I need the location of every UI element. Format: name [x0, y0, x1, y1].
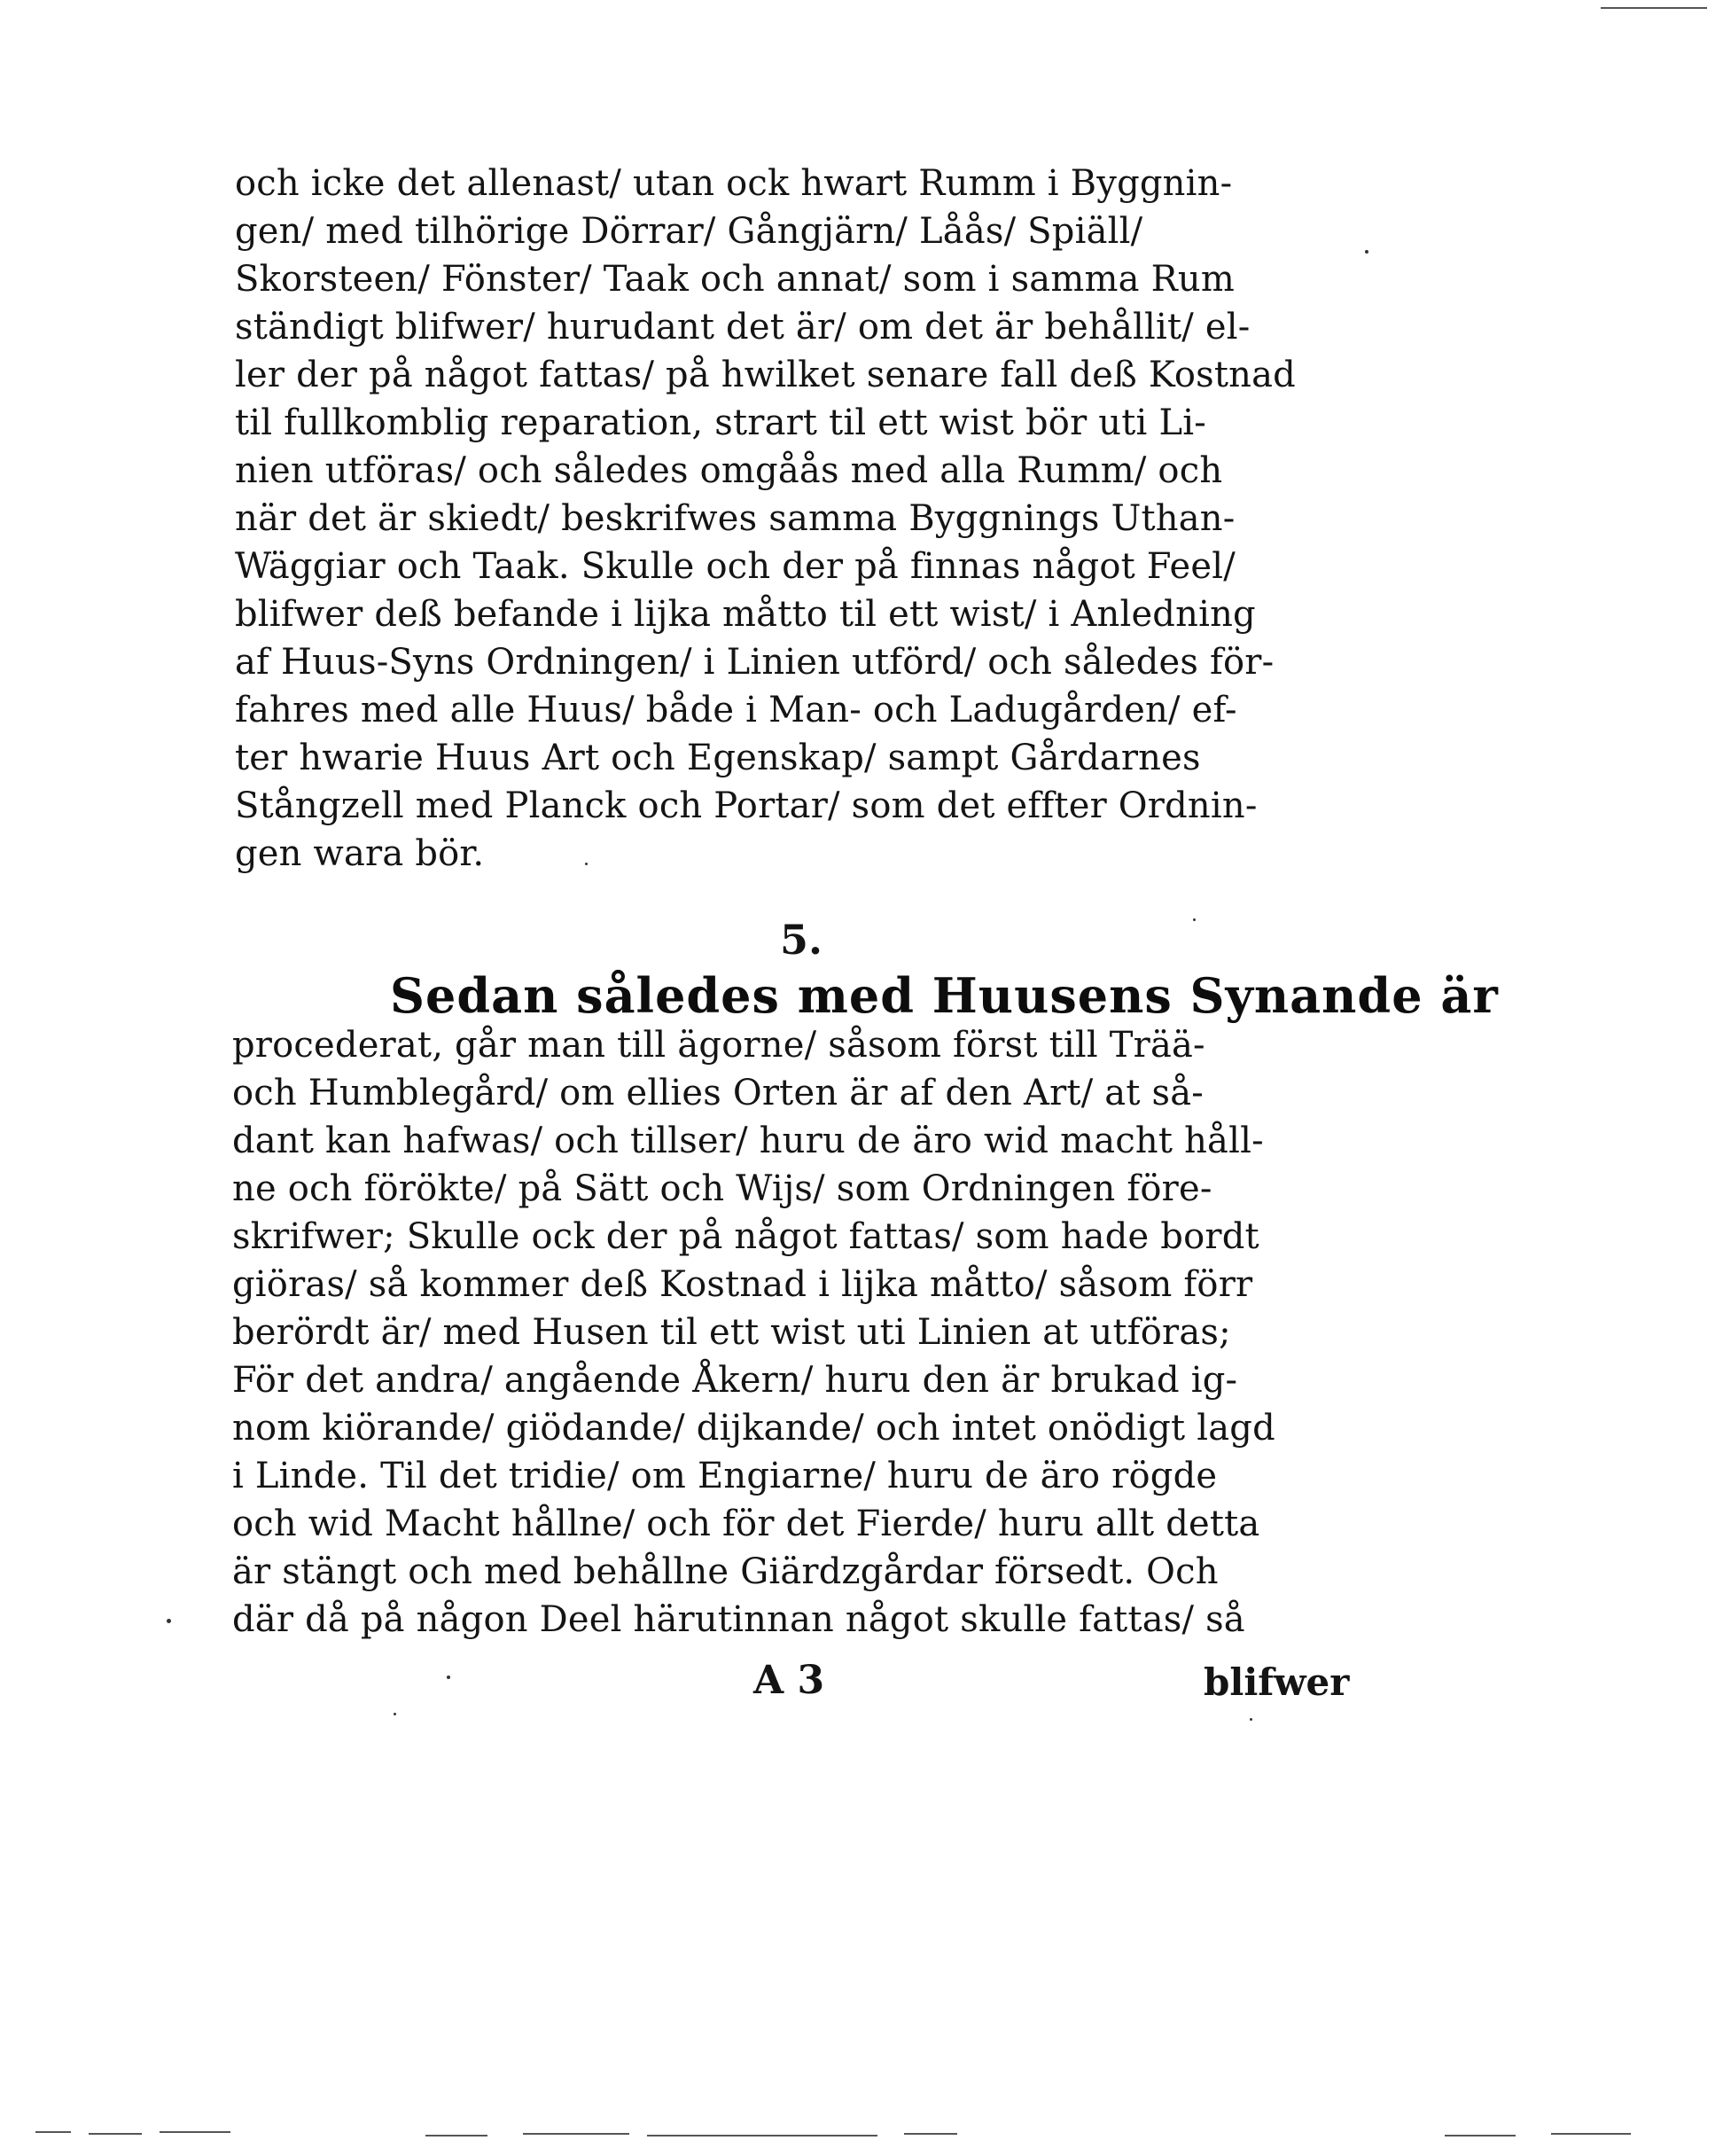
- text-line: och wid Macht hållne/ och för det Fierde/ huru allt detta: [232, 1504, 1260, 1544]
- text-line: och Humblegård/ om ellies Orten är af den Art/ at så-: [232, 1073, 1205, 1113]
- text-line: Wäggiar och Taak. Skulle och der på finnas något Feel/: [235, 546, 1236, 587]
- catchword: blifwer: [1204, 1660, 1350, 1704]
- scan-speck: [394, 1713, 396, 1715]
- text-line: ständigt blifwer/ hurudant det är/ om det är behållit/ el-: [235, 307, 1251, 348]
- scan-speck: [1365, 250, 1368, 254]
- text-line: til fullkomblig reparation, strart til ett wist bör uti Li-: [235, 402, 1206, 443]
- scan-speck: [1250, 1718, 1252, 1721]
- text-line: nien utföras/ och således omgåås med alla Rumm/ och: [235, 450, 1223, 491]
- section-heading: Sedan således med Huusens Synande är: [390, 967, 1499, 1024]
- text-line: är stängt och med behållne Giärdzgårdar försedt. Och: [232, 1551, 1219, 1592]
- text-line: gen wara bör.: [235, 833, 485, 874]
- text-line: berördt är/ med Husen til ett wist uti Linien at utföras;: [232, 1312, 1231, 1353]
- text-line: giöras/ så kommer deß Kostnad i lijka måtto/ såsom förr: [232, 1264, 1253, 1305]
- text-line: fahres med alle Huus/ både i Man- och Ladugården/ ef-: [235, 690, 1237, 730]
- text-line: blifwer deß befande i lijka måtto til ett wist/ i Anledning: [235, 594, 1256, 635]
- text-line: dant kan hafwas/ och tillser/ huru de äro wid macht håll-: [232, 1121, 1264, 1161]
- text-line: Skorsteen/ Fönster/ Taak och annat/ som i samma Rum: [235, 259, 1235, 300]
- text-line: af Huus-Syns Ordningen/ i Linien utförd/ och således för-: [235, 642, 1275, 683]
- text-line: skrifwer; Skulle ock der på något fattas/ som hade bordt: [232, 1216, 1259, 1257]
- text-line: i Linde. Til det tridie/ om Engiarne/ huru de äro rögde: [232, 1456, 1218, 1496]
- text-line: nom kiörande/ giödande/ dijkande/ och intet onödigt lagd: [232, 1408, 1275, 1449]
- text-line: när det är skiedt/ beskrifwes samma Byggnings Uthan-: [235, 498, 1236, 539]
- scan-edge-mark: [1601, 0, 1707, 9]
- text-line: och icke det allenast/ utan ock hwart Rumm i Byggnin-: [235, 163, 1233, 204]
- section-number: 5.: [780, 916, 823, 964]
- text-line: procederat, går man till ägorne/ såsom först till Trää-: [232, 1025, 1205, 1066]
- scan-speck: [167, 1619, 171, 1623]
- text-line: ne och förökte/ på Sätt och Wijs/ som Ordningen före-: [232, 1168, 1212, 1209]
- signature-mark: A 3: [753, 1658, 825, 1703]
- scan-speck: [585, 863, 588, 865]
- text-line: gen/ med tilhörige Dörrar/ Gångjärn/ Låås/ Spiäll/: [235, 211, 1143, 252]
- scan-edge-noise: [27, 2124, 1693, 2145]
- text-line: För det andra/ angående Åkern/ huru den är brukad ig-: [232, 1360, 1238, 1401]
- text-line: där då på någon Deel härutinnan något skulle fattas/ så: [232, 1599, 1245, 1640]
- text-line: ler der på något fattas/ på hwilket senare fall deß Kostnad: [235, 355, 1296, 395]
- scan-speck: [1193, 918, 1196, 921]
- text-line: ter hwarie Huus Art och Egenskap/ sampt Gårdarnes: [235, 738, 1201, 778]
- text-line: Stångzell med Planck och Portar/ som det effter Ordnin-: [235, 785, 1258, 826]
- scan-speck: [447, 1676, 450, 1679]
